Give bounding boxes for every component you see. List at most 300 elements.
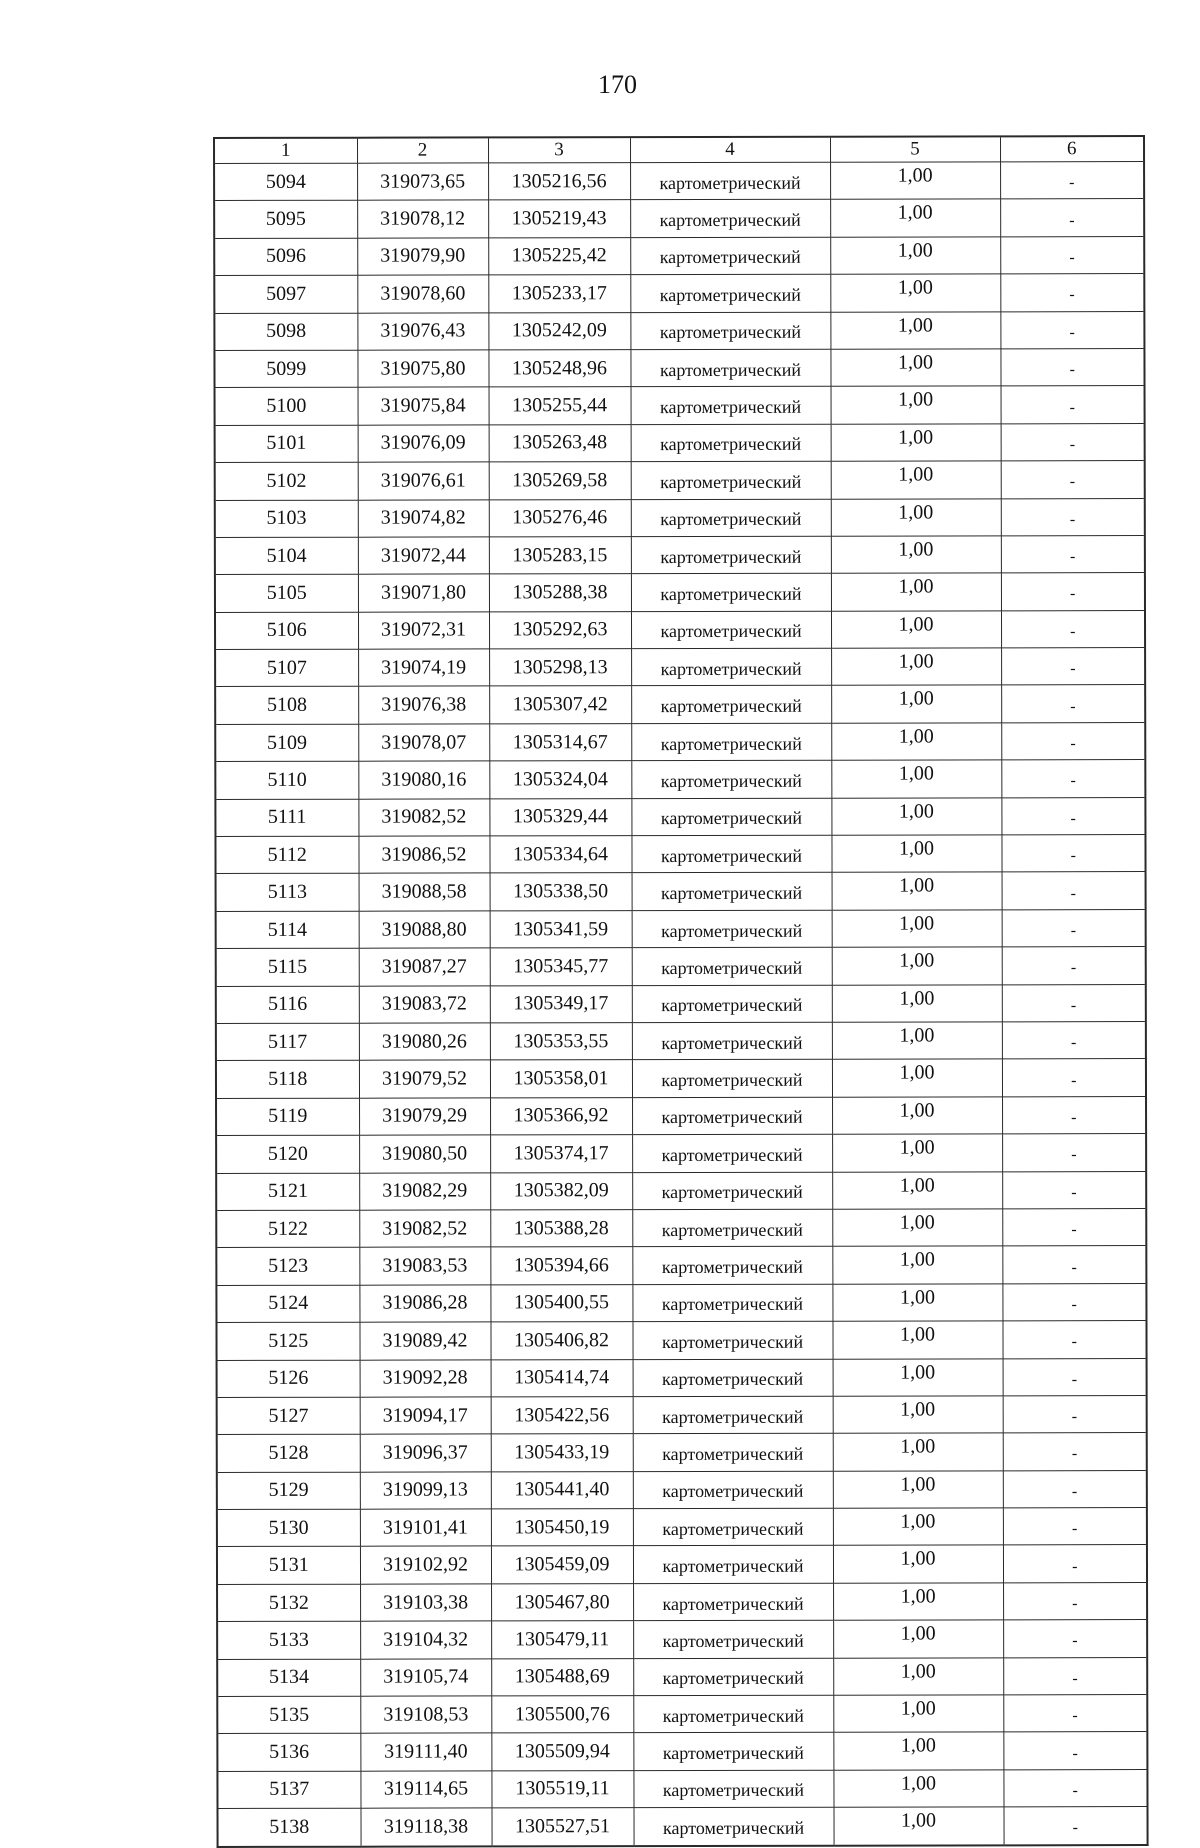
x-coordinate-cell: 319103,38 — [360, 1584, 491, 1622]
note-cell: - — [1003, 1508, 1147, 1546]
method-cell: картометрический — [632, 910, 832, 948]
accuracy-cell: 1,00 — [830, 311, 1000, 349]
accuracy-cell: 1,00 — [831, 648, 1001, 686]
method-cell: картометрический — [634, 1807, 834, 1845]
y-coordinate-cell: 1305500,76 — [491, 1696, 633, 1734]
accuracy-cell: 1,00 — [830, 349, 1000, 387]
table-row — [217, 1433, 1147, 1472]
y-coordinate-cell: 1305527,51 — [492, 1808, 634, 1846]
method-cell: картометрический — [632, 1284, 832, 1322]
accuracy-cell: 1,00 — [833, 1396, 1003, 1434]
method-cell: картометрический — [631, 424, 831, 462]
method-cell: картометрический — [632, 1134, 832, 1172]
table-row — [215, 573, 1145, 612]
note-cell: - — [1003, 1769, 1147, 1807]
x-coordinate-cell: 319072,31 — [358, 612, 489, 650]
table-row — [217, 1732, 1147, 1771]
method-cell: картометрический — [633, 1658, 833, 1696]
note-cell: - — [1003, 1695, 1147, 1733]
table-row — [215, 797, 1145, 836]
table-row — [215, 423, 1145, 462]
accuracy-cell: 1,00 — [831, 498, 1001, 536]
x-coordinate-cell: 319071,80 — [358, 574, 489, 612]
method-cell: картометрический — [633, 1620, 833, 1658]
y-coordinate-cell: 1305388,28 — [490, 1210, 632, 1248]
y-coordinate-cell: 1305345,77 — [490, 948, 632, 986]
y-coordinate-cell: 1305406,82 — [490, 1322, 632, 1360]
note-cell: - — [1003, 1657, 1147, 1695]
x-coordinate-cell: 319074,82 — [358, 499, 489, 537]
accuracy-cell: 1,00 — [833, 1807, 1003, 1845]
point-number-cell: 5132 — [217, 1584, 360, 1622]
table-row — [217, 1508, 1147, 1547]
table-row — [216, 1134, 1146, 1173]
method-cell: картометрический — [632, 1060, 832, 1098]
x-coordinate-cell: 319076,38 — [358, 686, 489, 724]
accuracy-cell: 1,00 — [832, 1171, 1002, 1209]
accuracy-cell: 1,00 — [831, 797, 1001, 835]
point-number-cell: 5105 — [215, 574, 358, 612]
y-coordinate-cell: 1305459,09 — [491, 1546, 633, 1584]
note-cell: - — [1002, 1321, 1146, 1359]
accuracy-cell: 1,00 — [831, 611, 1001, 649]
method-cell: картометрический — [632, 1247, 832, 1285]
accuracy-cell: 1,00 — [833, 1508, 1003, 1546]
accuracy-cell: 1,00 — [831, 461, 1001, 499]
point-number-cell: 5100 — [215, 388, 358, 426]
point-number-cell: 5131 — [217, 1547, 360, 1585]
y-coordinate-cell: 1305467,80 — [491, 1583, 633, 1621]
point-number-cell: 5134 — [217, 1659, 360, 1697]
table-row — [217, 1395, 1147, 1434]
method-cell: картометрический — [633, 1508, 833, 1546]
method-cell: картометрический — [632, 1209, 832, 1247]
note-cell: - — [1001, 835, 1145, 873]
table-row — [214, 236, 1144, 275]
y-coordinate-cell: 1305519,11 — [491, 1770, 633, 1808]
table-row — [214, 162, 1144, 201]
point-number-cell: 5110 — [215, 761, 358, 799]
point-number-cell: 5121 — [216, 1173, 359, 1211]
column-header-6: 6 — [1000, 136, 1144, 162]
accuracy-cell: 1,00 — [831, 760, 1001, 798]
accuracy-cell: 1,00 — [832, 910, 1002, 948]
note-cell: - — [1001, 386, 1145, 424]
method-cell: картометрический — [630, 162, 830, 200]
x-coordinate-cell: 319108,53 — [360, 1696, 491, 1734]
accuracy-cell: 1,00 — [832, 1246, 1002, 1284]
point-number-cell: 5102 — [215, 462, 358, 500]
y-coordinate-cell: 1305307,42 — [489, 686, 631, 724]
table-row — [217, 1358, 1147, 1397]
accuracy-cell: 1,00 — [831, 536, 1001, 574]
point-number-cell: 5096 — [214, 238, 357, 276]
point-number-cell: 5124 — [216, 1285, 359, 1323]
point-number-cell: 5099 — [214, 350, 357, 388]
method-cell: картометрический — [631, 686, 831, 724]
method-cell: картометрический — [632, 947, 832, 985]
note-cell: - — [1001, 685, 1145, 723]
page-number: 170 — [598, 70, 637, 99]
point-number-cell: 5125 — [216, 1322, 359, 1360]
point-number-cell: 5115 — [216, 948, 359, 986]
table-row — [217, 1545, 1147, 1584]
y-coordinate-cell: 1305341,59 — [490, 910, 632, 948]
y-coordinate-cell: 1305382,09 — [490, 1172, 632, 1210]
y-coordinate-cell: 1305248,96 — [488, 350, 630, 388]
point-number-cell: 5129 — [217, 1472, 360, 1510]
table-row — [216, 1283, 1146, 1322]
note-cell: - — [1001, 423, 1145, 461]
accuracy-cell: 1,00 — [831, 573, 1001, 611]
x-coordinate-cell: 319080,16 — [358, 761, 489, 799]
point-number-cell: 5113 — [216, 874, 359, 912]
note-cell: - — [1002, 909, 1146, 947]
method-cell: картометрический — [631, 835, 831, 873]
point-number-cell: 5104 — [215, 537, 358, 575]
point-number-cell: 5097 — [214, 275, 357, 313]
point-number-cell: 5094 — [214, 163, 357, 201]
method-cell: картометрический — [633, 1695, 833, 1733]
y-coordinate-cell: 1305422,56 — [491, 1397, 633, 1435]
note-cell: - — [1001, 760, 1145, 798]
x-coordinate-cell: 319082,29 — [359, 1172, 490, 1210]
y-coordinate-cell: 1305488,69 — [491, 1658, 633, 1696]
accuracy-cell: 1,00 — [833, 1695, 1003, 1733]
table-row — [216, 1059, 1146, 1098]
method-cell: картометрический — [633, 1770, 833, 1808]
method-cell: картометрический — [631, 798, 831, 836]
x-coordinate-cell: 319075,84 — [358, 387, 489, 425]
point-number-cell: 5112 — [215, 836, 358, 874]
note-cell: - — [1003, 1545, 1147, 1583]
accuracy-cell: 1,00 — [832, 1321, 1002, 1359]
method-cell: картометрический — [631, 723, 831, 761]
method-cell: картометрический — [630, 237, 830, 275]
note-cell: - — [1001, 535, 1145, 573]
accuracy-cell: 1,00 — [831, 424, 1001, 462]
y-coordinate-cell: 1305288,38 — [489, 574, 631, 612]
x-coordinate-cell: 319118,38 — [361, 1808, 492, 1846]
y-coordinate-cell: 1305509,94 — [491, 1733, 633, 1771]
method-cell: картометрический — [632, 1172, 832, 1210]
y-coordinate-cell: 1305263,48 — [489, 424, 631, 462]
x-coordinate-cell: 319102,92 — [360, 1546, 491, 1584]
method-cell: картометрический — [633, 1471, 833, 1509]
y-coordinate-cell: 1305394,66 — [490, 1247, 632, 1285]
y-coordinate-cell: 1305349,17 — [490, 985, 632, 1023]
accuracy-cell: 1,00 — [832, 1097, 1002, 1135]
table-row — [215, 835, 1145, 874]
note-cell: - — [1002, 1246, 1146, 1284]
method-cell: картометрический — [632, 1022, 832, 1060]
x-coordinate-cell: 319088,80 — [359, 911, 490, 949]
x-coordinate-cell: 319101,41 — [360, 1509, 491, 1547]
x-coordinate-cell: 319096,37 — [360, 1434, 491, 1472]
y-coordinate-cell: 1305255,44 — [489, 387, 631, 425]
table-row — [215, 386, 1145, 425]
table-row — [215, 498, 1145, 537]
note-cell: - — [1003, 1807, 1147, 1845]
note-cell: - — [1002, 984, 1146, 1022]
x-coordinate-cell: 319079,52 — [359, 1060, 490, 1098]
x-coordinate-cell: 319083,53 — [359, 1247, 490, 1285]
accuracy-cell: 1,00 — [833, 1545, 1003, 1583]
table-row — [214, 274, 1144, 313]
method-cell: картометрический — [633, 1546, 833, 1584]
table-row — [216, 1171, 1146, 1210]
point-number-cell: 5137 — [217, 1771, 360, 1809]
y-coordinate-cell: 1305276,46 — [489, 499, 631, 537]
y-coordinate-cell: 1305283,15 — [489, 537, 631, 575]
table-row — [217, 1470, 1147, 1509]
point-number-cell: 5120 — [216, 1135, 359, 1173]
y-coordinate-cell: 1305314,67 — [489, 723, 631, 761]
note-cell: - — [1002, 1208, 1146, 1246]
coordinates-table-container — [213, 135, 1147, 1848]
note-cell: - — [1002, 1096, 1146, 1134]
table-row — [218, 1807, 1148, 1847]
note-cell: - — [1000, 311, 1144, 349]
note-cell: - — [1002, 1022, 1146, 1060]
table-row — [217, 1620, 1147, 1659]
note-cell: - — [1001, 610, 1145, 648]
table-row — [215, 610, 1145, 649]
point-number-cell: 5116 — [216, 986, 359, 1024]
method-cell: картометрический — [631, 648, 831, 686]
accuracy-cell: 1,00 — [833, 1657, 1003, 1695]
x-coordinate-cell: 319088,58 — [359, 873, 490, 911]
note-cell: - — [1001, 461, 1145, 499]
y-coordinate-cell: 1305242,09 — [488, 312, 630, 350]
method-cell: картометрический — [631, 574, 831, 612]
point-number-cell: 5108 — [215, 687, 358, 725]
column-header-1: 1 — [214, 138, 357, 164]
point-number-cell: 5130 — [217, 1509, 360, 1547]
y-coordinate-cell: 1305324,04 — [489, 761, 631, 799]
point-number-cell: 5114 — [216, 911, 359, 949]
y-coordinate-cell: 1305374,17 — [490, 1135, 632, 1173]
y-coordinate-cell: 1305219,43 — [488, 200, 630, 238]
note-cell: - — [1001, 573, 1145, 611]
note-cell: - — [1003, 1358, 1147, 1396]
method-cell: картометрический — [633, 1583, 833, 1621]
x-coordinate-cell: 319099,13 — [360, 1472, 491, 1510]
x-coordinate-cell: 319076,43 — [357, 312, 488, 350]
accuracy-cell: 1,00 — [831, 685, 1001, 723]
x-coordinate-cell: 319114,65 — [360, 1771, 491, 1809]
table-row — [216, 984, 1146, 1023]
y-coordinate-cell: 1305233,17 — [488, 275, 630, 313]
table-body — [214, 162, 1148, 1847]
method-cell: картометрический — [630, 274, 830, 312]
table-row — [216, 872, 1146, 911]
note-cell: - — [1003, 1470, 1147, 1508]
y-coordinate-cell: 1305353,55 — [490, 1023, 632, 1061]
note-cell: - — [1002, 947, 1146, 985]
accuracy-cell: 1,00 — [830, 162, 1000, 200]
y-coordinate-cell: 1305414,74 — [491, 1359, 633, 1397]
accuracy-cell: 1,00 — [833, 1620, 1003, 1658]
table-row — [215, 461, 1145, 500]
note-cell: - — [1002, 872, 1146, 910]
accuracy-cell: 1,00 — [831, 386, 1001, 424]
method-cell: картометрический — [632, 873, 832, 911]
note-cell: - — [1002, 1134, 1146, 1172]
x-coordinate-cell: 319111,40 — [360, 1733, 491, 1771]
point-number-cell: 5138 — [218, 1808, 361, 1846]
y-coordinate-cell: 1305329,44 — [489, 798, 631, 836]
note-cell: - — [1001, 722, 1145, 760]
x-coordinate-cell: 319078,60 — [357, 275, 488, 313]
point-number-cell: 5109 — [215, 724, 358, 762]
column-header-2: 2 — [357, 137, 488, 163]
note-cell: - — [1003, 1582, 1147, 1620]
point-number-cell: 5127 — [217, 1397, 360, 1435]
y-coordinate-cell: 1305366,92 — [490, 1097, 632, 1135]
x-coordinate-cell: 319082,52 — [358, 799, 489, 837]
method-cell: картометрический — [633, 1733, 833, 1771]
x-coordinate-cell: 319089,42 — [359, 1322, 490, 1360]
x-coordinate-cell: 319104,32 — [360, 1621, 491, 1659]
point-number-cell: 5119 — [216, 1098, 359, 1136]
table-row — [216, 1321, 1146, 1360]
method-cell: картометрический — [632, 1321, 832, 1359]
point-number-cell: 5118 — [216, 1061, 359, 1099]
note-cell: - — [1003, 1620, 1147, 1658]
x-coordinate-cell: 319076,61 — [358, 462, 489, 500]
column-header-3: 3 — [488, 137, 630, 163]
table-row — [216, 1022, 1146, 1061]
y-coordinate-cell: 1305450,19 — [491, 1509, 633, 1547]
table-row — [215, 535, 1145, 574]
x-coordinate-cell: 319078,12 — [357, 200, 488, 238]
coordinates-table — [213, 135, 1149, 1848]
table-row — [217, 1695, 1147, 1734]
note-cell: - — [1000, 199, 1144, 237]
accuracy-cell: 1,00 — [833, 1471, 1003, 1509]
x-coordinate-cell: 319076,09 — [358, 425, 489, 463]
column-header-4: 4 — [630, 137, 830, 163]
method-cell: картометрический — [631, 536, 831, 574]
note-cell: - — [1001, 797, 1145, 835]
table-row — [215, 685, 1145, 724]
accuracy-cell: 1,00 — [832, 1209, 1002, 1247]
point-number-cell: 5117 — [216, 1023, 359, 1061]
point-number-cell: 5128 — [217, 1434, 360, 1472]
point-number-cell: 5135 — [217, 1696, 360, 1734]
method-cell: картометрический — [631, 461, 831, 499]
point-number-cell: 5101 — [215, 425, 358, 463]
accuracy-cell: 1,00 — [832, 984, 1002, 1022]
accuracy-cell: 1,00 — [831, 835, 1001, 873]
note-cell: - — [1000, 236, 1144, 274]
table-row — [215, 648, 1145, 687]
point-number-cell: 5122 — [216, 1210, 359, 1248]
table-row — [216, 909, 1146, 948]
x-coordinate-cell: 319083,72 — [359, 986, 490, 1024]
y-coordinate-cell: 1305225,42 — [488, 237, 630, 275]
y-coordinate-cell: 1305334,64 — [489, 836, 631, 874]
method-cell: картометрический — [633, 1359, 833, 1397]
x-coordinate-cell: 319079,29 — [359, 1098, 490, 1136]
y-coordinate-cell: 1305269,58 — [489, 462, 631, 500]
x-coordinate-cell: 319072,44 — [358, 537, 489, 575]
accuracy-cell: 1,00 — [832, 1059, 1002, 1097]
table-header-row — [214, 136, 1144, 163]
accuracy-cell: 1,00 — [830, 237, 1000, 275]
note-cell: - — [1003, 1433, 1147, 1471]
method-cell: картометрический — [631, 387, 831, 425]
y-coordinate-cell: 1305298,13 — [489, 649, 631, 687]
x-coordinate-cell: 319074,19 — [358, 649, 489, 687]
y-coordinate-cell: 1305338,50 — [490, 873, 632, 911]
y-coordinate-cell: 1305216,56 — [488, 163, 630, 201]
table-row — [217, 1657, 1147, 1696]
point-number-cell: 5103 — [215, 500, 358, 538]
y-coordinate-cell: 1305358,01 — [490, 1060, 632, 1098]
accuracy-cell: 1,00 — [833, 1433, 1003, 1471]
y-coordinate-cell: 1305441,40 — [491, 1471, 633, 1509]
accuracy-cell: 1,00 — [833, 1358, 1003, 1396]
y-coordinate-cell: 1305400,55 — [490, 1284, 632, 1322]
method-cell: картометрический — [632, 985, 832, 1023]
x-coordinate-cell: 319082,52 — [359, 1210, 490, 1248]
x-coordinate-cell: 319092,28 — [360, 1359, 491, 1397]
x-coordinate-cell: 319086,28 — [359, 1285, 490, 1323]
accuracy-cell: 1,00 — [831, 723, 1001, 761]
table-row — [215, 722, 1145, 761]
method-cell: картометрический — [630, 312, 830, 350]
method-cell: картометрический — [630, 200, 830, 238]
x-coordinate-cell: 319073,65 — [357, 163, 488, 201]
x-coordinate-cell: 319075,80 — [357, 350, 488, 388]
y-coordinate-cell: 1305292,63 — [489, 611, 631, 649]
accuracy-cell: 1,00 — [830, 274, 1000, 312]
note-cell: - — [1000, 162, 1144, 200]
point-number-cell: 5126 — [217, 1360, 360, 1398]
note-cell: - — [1000, 349, 1144, 387]
note-cell: - — [1002, 1283, 1146, 1321]
x-coordinate-cell: 319079,90 — [357, 238, 488, 276]
note-cell: - — [1003, 1732, 1147, 1770]
accuracy-cell: 1,00 — [832, 872, 1002, 910]
method-cell: картометрический — [631, 760, 831, 798]
method-cell: картометрический — [631, 611, 831, 649]
y-coordinate-cell: 1305479,11 — [491, 1621, 633, 1659]
accuracy-cell: 1,00 — [832, 947, 1002, 985]
accuracy-cell: 1,00 — [833, 1583, 1003, 1621]
point-number-cell: 5123 — [216, 1248, 359, 1286]
table-row — [214, 199, 1144, 238]
x-coordinate-cell: 319086,52 — [358, 836, 489, 874]
point-number-cell: 5133 — [217, 1621, 360, 1659]
x-coordinate-cell: 319105,74 — [360, 1659, 491, 1697]
note-cell: - — [1000, 274, 1144, 312]
column-header-5: 5 — [830, 136, 1000, 162]
note-cell: - — [1001, 498, 1145, 536]
table-row — [216, 1096, 1146, 1135]
table-row — [214, 311, 1144, 350]
accuracy-cell: 1,00 — [833, 1732, 1003, 1770]
point-number-cell: 5098 — [214, 313, 357, 351]
accuracy-cell: 1,00 — [830, 199, 1000, 237]
accuracy-cell: 1,00 — [832, 1134, 1002, 1172]
point-number-cell: 5136 — [217, 1734, 360, 1772]
method-cell: картометрический — [632, 1097, 832, 1135]
accuracy-cell: 1,00 — [833, 1770, 1003, 1808]
x-coordinate-cell: 319094,17 — [360, 1397, 491, 1435]
